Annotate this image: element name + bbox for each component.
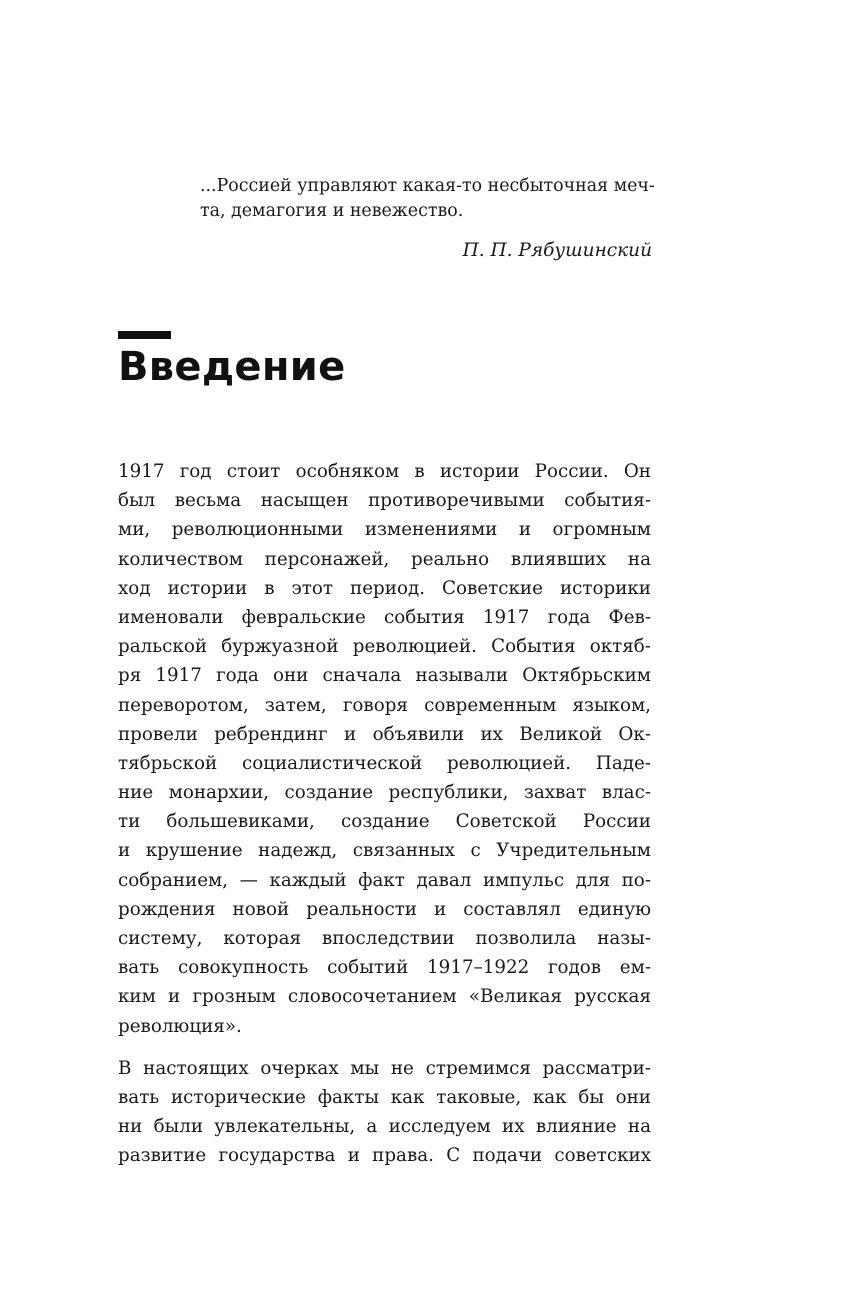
text-line: вать исторические факты как таковые, как бы они [118,1086,651,1108]
text-line: ти большевиками, создание Советской России [118,811,651,833]
paragraph-2 [118,1054,651,1171]
text-line: собранием, — каждый факт давал импульс для по- [118,869,651,891]
text-line: тябрьской социалистической революцией. Паде- [118,752,651,774]
heading-accent-bar [118,331,171,339]
text-line: и крушение надежд, связанных с Учредительным [118,840,651,862]
text-line: ход истории в этот период. Советские историки [118,577,651,599]
epigraph-line: та, демагогия и невежество. [200,201,464,221]
text-line: ние монархии, создание республики, захват влас- [118,782,651,804]
text-line: ми, революционными изменениями и огромным [118,519,651,541]
text-line: провели ребрендинг и объявили их Великой Ок- [118,723,651,745]
text-line: рождения новой реальности и составлял единую [118,898,651,920]
text-line: ким и грозным словосочетанием «Великая русская [118,986,651,1008]
text-line: революция». [118,1015,242,1037]
epigraph-line: ...Россией управляют какая-то несбыточная меч- [200,176,655,196]
text-line: количеством персонажей, реально влиявших на [118,548,651,570]
paragraph-1 [118,457,651,1041]
text-line: В настоящих очерках мы не стремимся рассматри- [118,1057,651,1079]
epigraph-quote [200,174,655,224]
text-line: ральской буржуазной революцией. События октяб- [118,636,651,658]
chapter-title: Введение [118,344,346,390]
text-line: систему, которая впоследствии позволила назы- [118,928,651,949]
text-line: развитие государства и права. С подачи советских [118,1145,651,1167]
text-line: ни были увлекательны, а исследуем их влияние на [118,1116,651,1138]
text-line: был весьма насыщен противоречивыми события- [118,490,651,512]
text-line: 1917 год стоит особняком в истории России. Он [118,461,651,482]
text-line: вать совокупность событий 1917–1922 годов ем- [118,957,651,979]
text-line: переворотом, затем, говоря современным языком, [118,694,651,716]
text-line: ря 1917 года они сначала называли Октябрьским [118,665,651,687]
epigraph-author: П. П. Рябушинский [462,240,652,261]
text-line: именовали февральские события 1917 года Фев- [118,606,651,628]
body-text [118,457,651,1184]
